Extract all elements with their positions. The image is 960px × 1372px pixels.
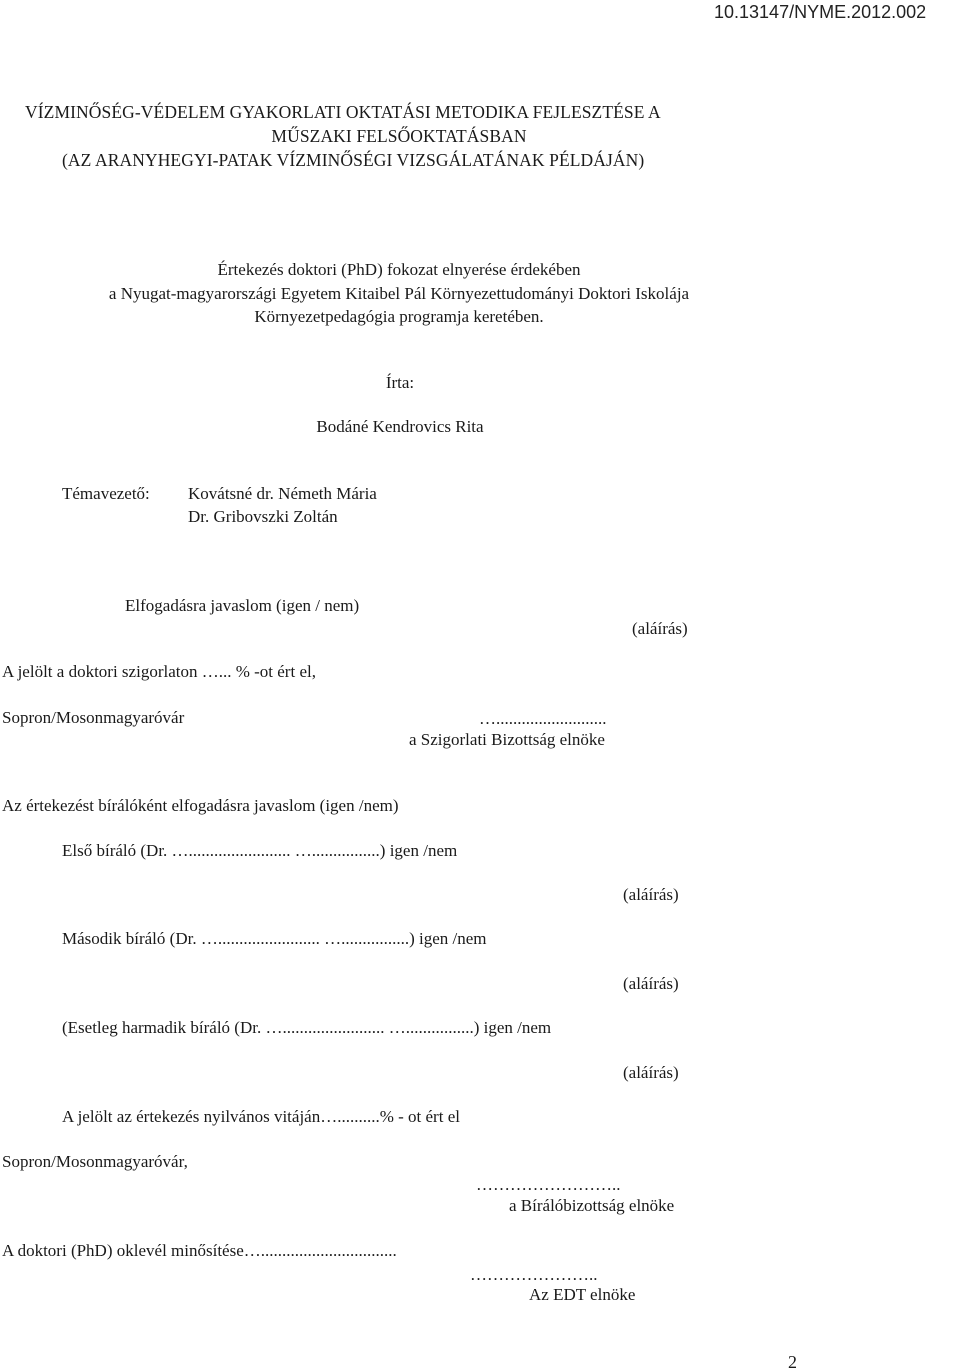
third-reviewer-signature: (aláírás)	[623, 1063, 679, 1082]
title-line-3: (AZ ARANYHEGYI-PATAK VÍZMINŐSÉGI VIZSGÁLATÁNAK PÉLDÁJÁN)	[62, 150, 645, 170]
edt-chair: Az EDT elnöke	[529, 1285, 636, 1304]
reviewer-intro: Az értekezést bírálóként elfogadásra javaslom (igen /nem)	[2, 796, 399, 815]
exam-place: Sopron/Mosonmagyaróvár	[2, 708, 185, 727]
supervisor-label: Témavezető:	[62, 484, 150, 503]
signature-placeholder: (aláírás)	[632, 619, 688, 638]
author-name: Bodáné Kendrovics Rita	[316, 417, 484, 436]
doi-identifier: 10.13147/NYME.2012.002	[714, 2, 927, 22]
diploma-grade: A doktori (PhD) oklevél minősítése…................................	[2, 1241, 397, 1260]
title-line-1: VÍZMINŐSÉG-VÉDELEM GYAKORLATI OKTATÁSI METODIKA FEJLESZTÉSE A	[25, 102, 661, 122]
edt-signature-dots: …………………..	[470, 1265, 598, 1284]
third-reviewer: (Esetleg harmadik bíráló (Dr. …........................ …................) igen /nem	[62, 1018, 552, 1037]
recommend-text: Elfogadásra javaslom (igen / nem)	[125, 596, 360, 615]
supervisor-name-1: Kovátsné dr. Németh Mária	[188, 484, 377, 503]
page-number: 2	[788, 1352, 797, 1372]
first-reviewer-signature: (aláírás)	[623, 885, 679, 904]
second-reviewer-signature: (aláírás)	[623, 974, 679, 993]
title-line-2: MŰSZAKI FELSŐOKTATÁSBAN	[271, 126, 527, 146]
defense-place: Sopron/Mosonmagyaróvár,	[2, 1152, 188, 1171]
defense-committee-chair: a Bírálóbizottság elnöke	[509, 1196, 675, 1215]
exam-committee-chair: a Szigorlati Bizottság elnöke	[409, 730, 605, 749]
author-label: Írta:	[385, 373, 415, 392]
exam-result-text: A jelölt a doktori szigorlaton …... % -ot ért el,	[2, 662, 316, 681]
second-reviewer: Második bíráló (Dr. …........................ …................) igen /nem	[62, 929, 487, 948]
supervisor-name-2: Dr. Gribovszki Zoltán	[188, 507, 338, 526]
purpose-line-1: Értekezés doktori (PhD) fokozat elnyerése érdekében	[217, 260, 581, 279]
first-reviewer: Első bíráló (Dr. …........................ …................) igen /nem	[62, 841, 458, 860]
purpose-line-2: a Nyugat-magyarországi Egyetem Kitaibel Pál Környezettudományi Doktori Iskolája	[108, 284, 690, 303]
exam-signature-dots: …..........................	[479, 709, 607, 728]
purpose-line-3: Környezetpedagógia programja keretében.	[254, 307, 544, 326]
defense-signature-dots: ……………………..	[476, 1175, 621, 1194]
defense-result: A jelölt az értekezés nyilvános vitáján…..........% - ot ért el	[62, 1107, 460, 1126]
